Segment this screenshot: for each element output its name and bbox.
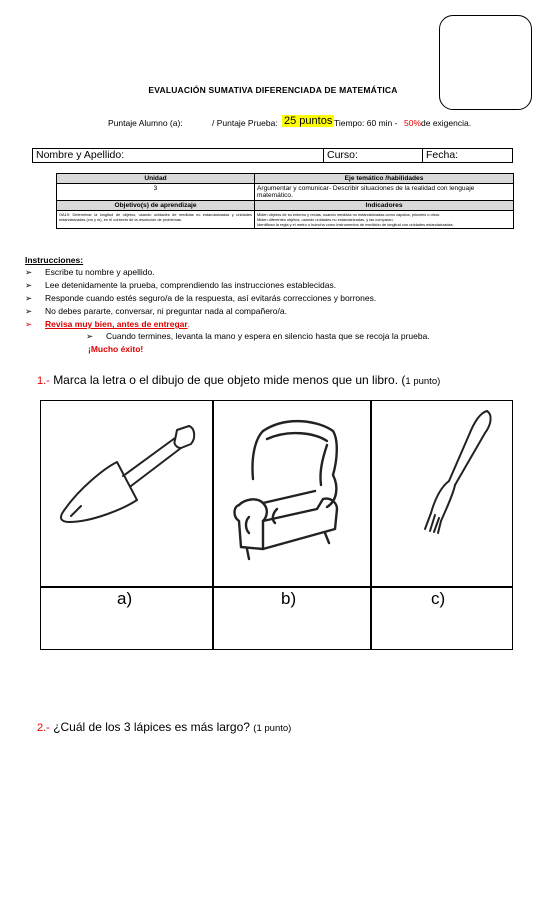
photo-box: [439, 15, 532, 110]
option-b[interactable]: b): [281, 589, 297, 608]
arrow-bullet-icon: ➢: [25, 280, 33, 290]
option-c[interactable]: c): [431, 589, 446, 608]
arrow-bullet-icon: ➢: [25, 319, 33, 329]
percent-value: 50%: [404, 118, 422, 128]
arrow-bullet-icon: ➢: [25, 306, 33, 316]
option-a[interactable]: a): [117, 589, 133, 608]
date-field[interactable]: Fecha:: [423, 149, 513, 163]
arrow-bullet-icon: ➢: [86, 331, 94, 341]
name-table: [32, 148, 513, 163]
instruction-item: ➢ Escribe tu nombre y apellido.: [25, 267, 155, 277]
requirement-label: de exigencia.: [421, 118, 472, 128]
indicator-item: Miden objetos de su entorno y rectas, usando medidas no estandarizadas como zapatos, pinceles u otros.: [257, 212, 441, 217]
unit-header: Unidad: [57, 174, 255, 184]
instructions-title: Instrucciones:: [25, 255, 84, 265]
indicator-item: Identifican la regla y el metro o huincha como instrumentos de medición de longitud con unidades estandarizadas.: [257, 222, 454, 227]
time-label: Tiempo: 60 min -: [334, 118, 398, 128]
test-score-label: / Puntaje Prueba:: [212, 118, 278, 128]
course-field[interactable]: Curso:: [324, 149, 423, 163]
question-1-grid: [40, 400, 513, 650]
indicators-header: Indicadores: [255, 201, 514, 211]
axis-header: Eje temático /habilidades: [255, 174, 514, 184]
arrow-bullet-icon: ➢: [25, 267, 33, 277]
instruction-highlight: ➢ Revisa muy bien, antes de entregar.: [25, 319, 191, 329]
fork-icon[interactable]: [401, 405, 501, 535]
arrow-bullet-icon: ➢: [25, 293, 33, 303]
armchair-icon[interactable]: [227, 409, 355, 564]
instruction-item: ➢ Lee detenidamente la prueba, comprendiendo las instrucciones establecidas.: [25, 280, 337, 290]
question-1: 1.- Marca la letra o el dibujo de que objeto mide menos que un libro. (1 punto): [37, 373, 441, 387]
page-title: EVALUACIÓN SUMATIVA DIFERENCIADA DE MATEMÁTICA: [148, 85, 398, 95]
shovel-icon[interactable]: [51, 416, 201, 531]
instruction-final: ➢ Cuando termines, levanta la mano y espera en silencio hasta que se recoja la prueba.: [86, 331, 430, 341]
question-2: 2.- ¿Cuál de los 3 lápices es más largo? (1 punto): [37, 720, 292, 734]
name-field[interactable]: Nombre y Apellido:: [33, 149, 324, 163]
objective-header: Objetivo(s) de aprendizaje: [57, 201, 255, 211]
instruction-item: ➢ Responde cuando estés seguro/a de la respuesta, así evitarás correcciones y borrones.: [25, 293, 377, 303]
indicator-item: Miden diferentes objetos, usando unidades no estandarizadas, y las comparan.: [257, 217, 394, 222]
unit-value: 3: [57, 184, 255, 201]
total-points: 25 puntos: [284, 115, 333, 127]
objective-text: OA19: Determinar la longitud de objetos, usando unidades de medidas no estandarizadas y unidades estandarizadas (cm y m), en el contexto de la resolución de problemas.: [57, 211, 255, 229]
success-message: ¡Mucho éxito!: [88, 344, 144, 354]
axis-value: Argumentar y comunicar- Describir situaciones de la realidad con lenguaje matemático.: [255, 184, 514, 201]
student-score-label: Puntaje Alumno (a):: [108, 118, 183, 128]
instruction-item: ➢ No debes pararte, conversar, ni preguntar nada al compañero/a.: [25, 306, 287, 316]
unit-table: [56, 173, 514, 229]
